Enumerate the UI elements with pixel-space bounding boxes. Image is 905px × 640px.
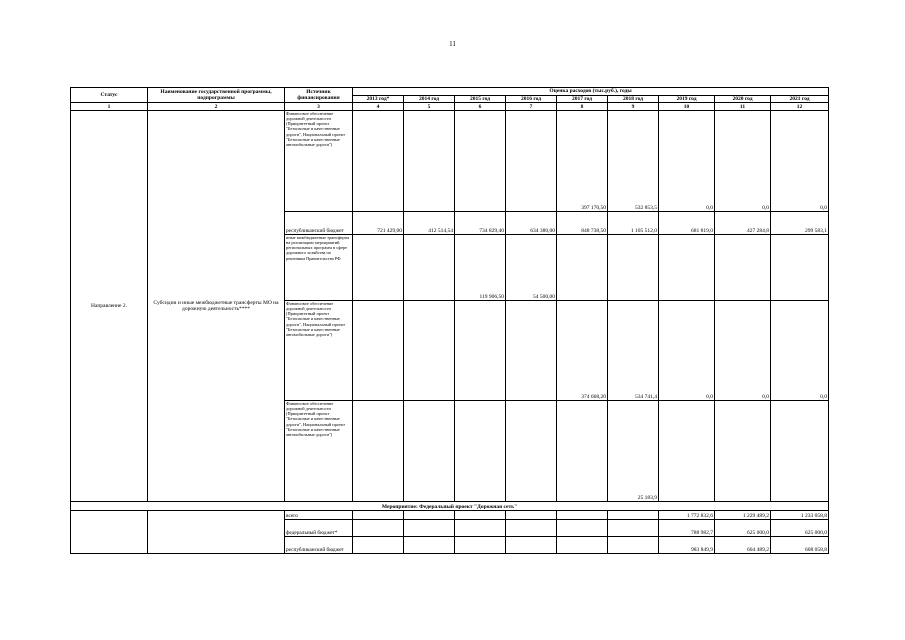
header-year: 2014 год bbox=[404, 96, 455, 103]
value-cell: 1 105 512,0 bbox=[608, 212, 659, 235]
source-cell: республиканский бюджет bbox=[285, 537, 353, 554]
value-cell bbox=[506, 511, 557, 520]
column-number: 7 bbox=[506, 103, 557, 111]
value-cell: 721 429,00 bbox=[353, 212, 404, 235]
value-cell bbox=[404, 537, 455, 554]
value-cell: 532 853,5 bbox=[608, 111, 659, 212]
value-cell bbox=[404, 520, 455, 537]
source-cell: Финансовое обеспечение дорожной деятельности (Приоритетный проект "Безопасные и качественные дороги", Национальный проект "Безопасные и качественные автомобильные дороги") bbox=[285, 301, 353, 401]
value-cell bbox=[771, 401, 829, 502]
value-cell: 604 489,2 bbox=[715, 537, 771, 554]
value-cell bbox=[506, 537, 557, 554]
value-cell bbox=[506, 301, 557, 401]
value-cell: 397 170,50 bbox=[557, 111, 608, 212]
header-year: 2021 год bbox=[771, 96, 829, 103]
event-title: Мероприятие: Федеральный проект "Дорожная сеть" bbox=[71, 502, 829, 511]
value-cell: 1 772 832,6 bbox=[659, 511, 715, 520]
column-number: 10 bbox=[659, 103, 715, 111]
value-cell bbox=[715, 401, 771, 502]
header-program: Наименование государственной программы, подпрограммы bbox=[148, 88, 285, 103]
value-cell bbox=[506, 520, 557, 537]
column-number: 5 bbox=[404, 103, 455, 111]
value-cell bbox=[659, 401, 715, 502]
value-cell: 848 738,50 bbox=[557, 212, 608, 235]
column-number: 2 bbox=[148, 103, 285, 111]
header-estimate: Оценка расходов (тыс.руб.), годы bbox=[353, 88, 829, 96]
value-cell: 681 819,0 bbox=[659, 212, 715, 235]
value-cell bbox=[771, 235, 829, 301]
column-number: 3 bbox=[285, 103, 353, 111]
budget-table bbox=[70, 87, 829, 554]
column-number: 11 bbox=[715, 103, 771, 111]
value-cell: 119 906,50 bbox=[455, 235, 506, 301]
value-cell bbox=[715, 235, 771, 301]
value-cell: 427 284,8 bbox=[715, 212, 771, 235]
value-cell bbox=[608, 235, 659, 301]
source-cell: республиканский бюджет bbox=[285, 212, 353, 235]
header-year: 2017 год bbox=[557, 96, 608, 103]
value-cell bbox=[608, 537, 659, 554]
table-row bbox=[71, 111, 829, 212]
column-number: 6 bbox=[455, 103, 506, 111]
value-cell bbox=[455, 111, 506, 212]
value-cell bbox=[557, 520, 608, 537]
program-cell bbox=[148, 511, 285, 554]
value-cell bbox=[506, 111, 557, 212]
value-cell: 788 982,7 bbox=[659, 520, 715, 537]
value-cell: 0,0 bbox=[771, 301, 829, 401]
value-cell bbox=[455, 537, 506, 554]
source-cell: иные межбюджетные трансферты на реализацию мероприятий региональных программ в сфере дорожного хозяйства по решениям Правительства РФ bbox=[285, 235, 353, 301]
header-year: 2019 год bbox=[659, 96, 715, 103]
page-number: 11 bbox=[449, 40, 456, 48]
value-cell: 634 380,00 bbox=[506, 212, 557, 235]
value-cell: 1 233 058,8 bbox=[771, 511, 829, 520]
value-cell: 25 183,9 bbox=[608, 401, 659, 502]
column-number: 4 bbox=[353, 103, 404, 111]
value-cell: 608 058,8 bbox=[771, 537, 829, 554]
header-source: Источник финансирования bbox=[285, 88, 353, 103]
header-year: 2015 год bbox=[455, 96, 506, 103]
table-row bbox=[71, 511, 829, 520]
value-cell bbox=[557, 401, 608, 502]
column-number: 1 bbox=[71, 103, 148, 111]
column-number: 9 bbox=[608, 103, 659, 111]
value-cell: 625 000,0 bbox=[771, 520, 829, 537]
value-cell: 0,0 bbox=[715, 111, 771, 212]
value-cell bbox=[404, 401, 455, 502]
value-cell bbox=[659, 235, 715, 301]
value-cell bbox=[506, 401, 557, 502]
column-number: 12 bbox=[771, 103, 829, 111]
event-row bbox=[71, 502, 829, 511]
value-cell bbox=[404, 111, 455, 212]
value-cell bbox=[353, 111, 404, 212]
header-year: 2018 год bbox=[608, 96, 659, 103]
value-cell bbox=[608, 511, 659, 520]
value-cell bbox=[455, 401, 506, 502]
value-cell bbox=[353, 511, 404, 520]
source-cell: Финансовое обеспечение дорожной деятельности (Приоритетный проект "Безопасные и качественные дороги", Национальный проект "Безопасные и качественные автомобильные дороги") bbox=[285, 111, 353, 212]
status-cell: Направление 2. bbox=[71, 111, 148, 502]
value-cell bbox=[557, 511, 608, 520]
source-cell: федеральный бюджет* bbox=[285, 520, 353, 537]
value-cell: 1 229 489,2 bbox=[715, 511, 771, 520]
value-cell bbox=[455, 301, 506, 401]
source-cell: Финансовое обеспечение дорожной деятельности (Приоритетный проект "Безопасные и качественные дороги", Национальный проект "Безопасные и качественные автомобильные дороги") bbox=[285, 401, 353, 502]
header-year: 2013 год* bbox=[353, 96, 404, 103]
status-cell bbox=[71, 511, 148, 554]
value-cell bbox=[557, 235, 608, 301]
value-cell bbox=[353, 235, 404, 301]
value-cell bbox=[353, 537, 404, 554]
header-status: Статус bbox=[71, 88, 148, 103]
value-cell: 534 741,4 bbox=[608, 301, 659, 401]
value-cell: 0,0 bbox=[715, 301, 771, 401]
value-cell: 734 829,40 bbox=[455, 212, 506, 235]
value-cell bbox=[404, 235, 455, 301]
value-cell: 0,0 bbox=[659, 301, 715, 401]
header-year: 2020 год bbox=[715, 96, 771, 103]
column-number: 8 bbox=[557, 103, 608, 111]
value-cell bbox=[557, 537, 608, 554]
value-cell: 0,0 bbox=[771, 111, 829, 212]
value-cell bbox=[404, 301, 455, 401]
value-cell: 412 514,54 bbox=[404, 212, 455, 235]
value-cell bbox=[608, 520, 659, 537]
value-cell: 983 849,9 bbox=[659, 537, 715, 554]
value-cell bbox=[353, 520, 404, 537]
value-cell bbox=[353, 301, 404, 401]
value-cell bbox=[455, 520, 506, 537]
value-cell: 374 668,20 bbox=[557, 301, 608, 401]
program-cell: Субсидии и иные межбюджетные трансферты МО на дорожную деятельность**** bbox=[148, 111, 285, 502]
value-cell bbox=[353, 401, 404, 502]
value-cell bbox=[404, 511, 455, 520]
value-cell bbox=[455, 511, 506, 520]
value-cell: 299 583,1 bbox=[771, 212, 829, 235]
value-cell: 0,0 bbox=[659, 111, 715, 212]
value-cell: 54 500,00 bbox=[506, 235, 557, 301]
header-year: 2016 год bbox=[506, 96, 557, 103]
value-cell: 625 000,0 bbox=[715, 520, 771, 537]
source-cell: всего bbox=[285, 511, 353, 520]
